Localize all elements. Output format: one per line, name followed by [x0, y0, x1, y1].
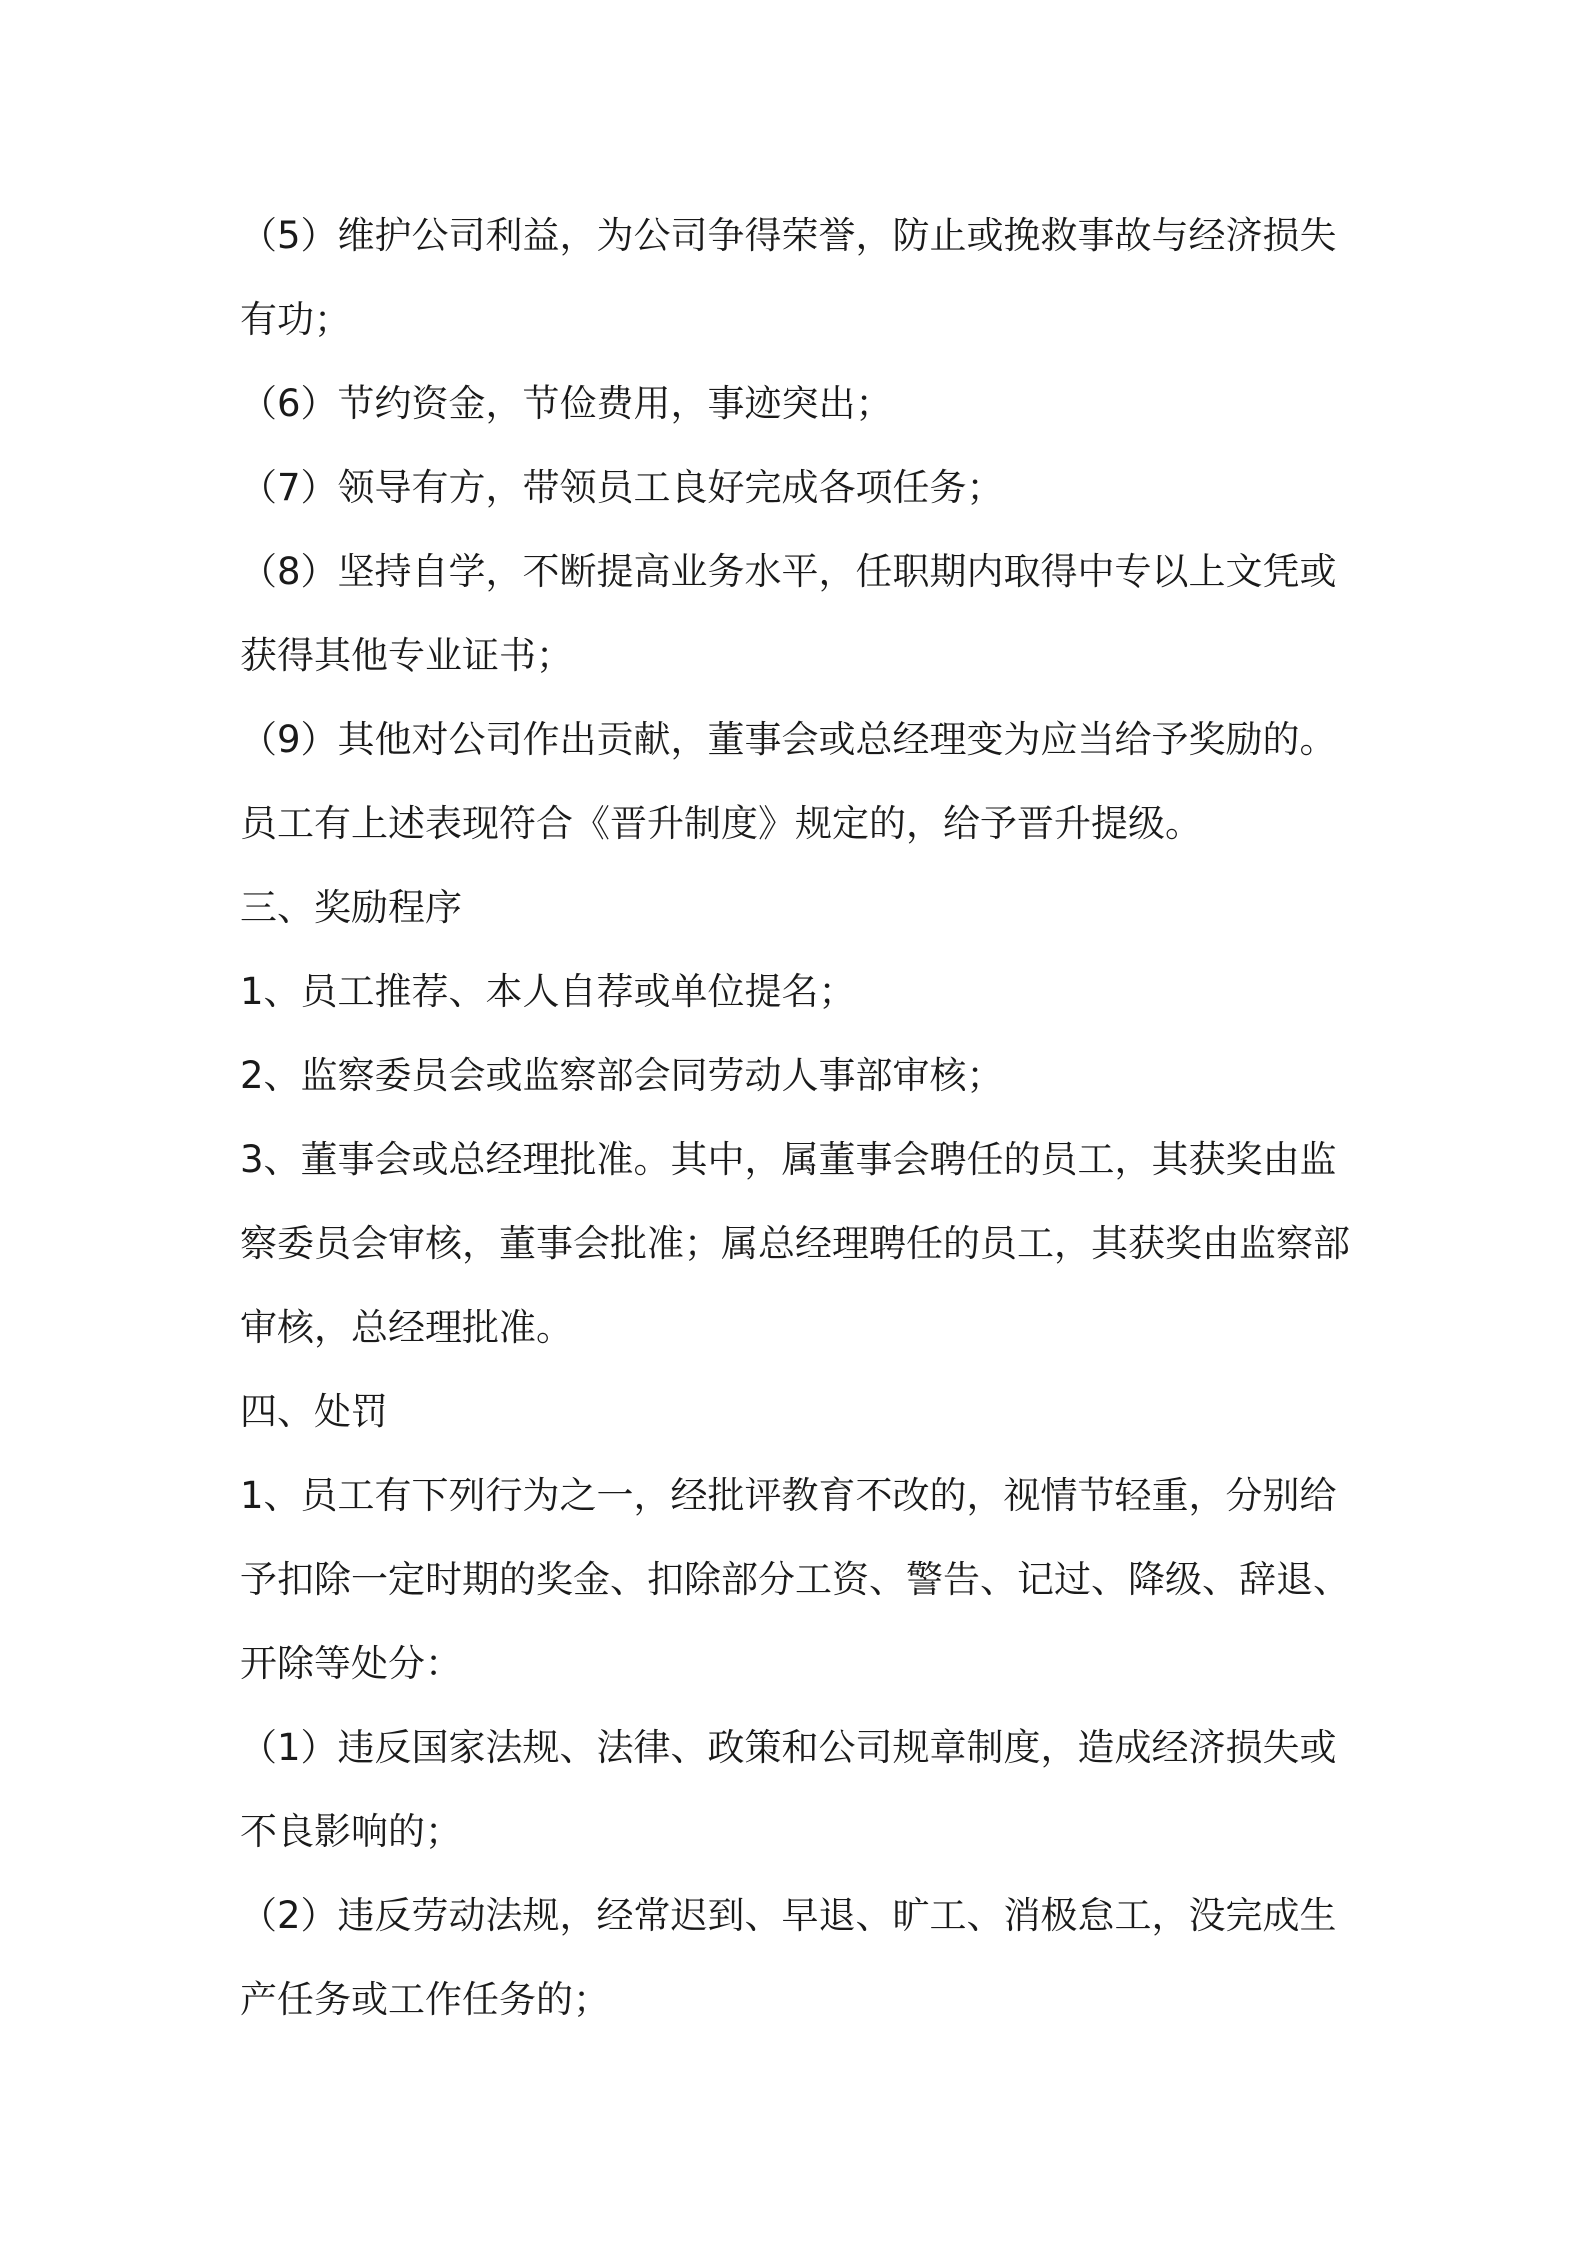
paragraph-line: 1、员工推荐、本人自荐或单位提名；	[240, 970, 856, 1013]
section-heading: 三、奖励程序	[240, 886, 462, 929]
paragraph-line: 开除等处分：	[240, 1642, 462, 1685]
paragraph-line: 察委员会审核，董事会批准；属总经理聘任的员工，其获奖由监察部	[240, 1222, 1350, 1265]
paragraph-line: 员工有上述表现符合《晋升制度》规定的，给予晋升提级。	[240, 802, 1202, 845]
paragraph-line: 审核，总经理批准。	[240, 1306, 573, 1349]
paragraph-line: （8）坚持自学，不断提高业务水平，任职期内取得中专以上文凭或	[240, 550, 1337, 593]
paragraph-line: 产任务或工作任务的；	[240, 1978, 610, 2021]
paragraph-line: 有功；	[240, 298, 351, 341]
paragraph-line: （9）其他对公司作出贡献，董事会或总经理变为应当给予奖励的。	[240, 718, 1337, 761]
paragraph-line: （6）节约资金，节俭费用，事迹突出；	[240, 382, 893, 425]
paragraph-line: （1）违反国家法规、法律、政策和公司规章制度，造成经济损失或	[240, 1726, 1337, 1769]
section-heading: 四、处罚	[240, 1390, 388, 1433]
paragraph-line: 1、员工有下列行为之一，经批评教育不改的，视情节轻重，分别给	[240, 1474, 1337, 1517]
paragraph-line: （2）违反劳动法规，经常迟到、早退、旷工、消极怠工，没完成生	[240, 1894, 1337, 1937]
paragraph-line: 3、董事会或总经理批准。其中，属董事会聘任的员工，其获奖由监	[240, 1138, 1337, 1181]
paragraph-line: 2、监察委员会或监察部会同劳动人事部审核；	[240, 1054, 1004, 1097]
paragraph-line: （5）维护公司利益，为公司争得荣誉，防止或挽救事故与经济损失	[240, 214, 1337, 257]
paragraph-line: 获得其他专业证书；	[240, 634, 573, 677]
paragraph-line: （7）领导有方，带领员工良好完成各项任务；	[240, 466, 1004, 509]
document-body	[240, 194, 1360, 2042]
paragraph-line: 予扣除一定时期的奖金、扣除部分工资、警告、记过、降级、辞退、	[240, 1558, 1350, 1601]
paragraph-line: 不良影响的；	[240, 1810, 462, 1853]
